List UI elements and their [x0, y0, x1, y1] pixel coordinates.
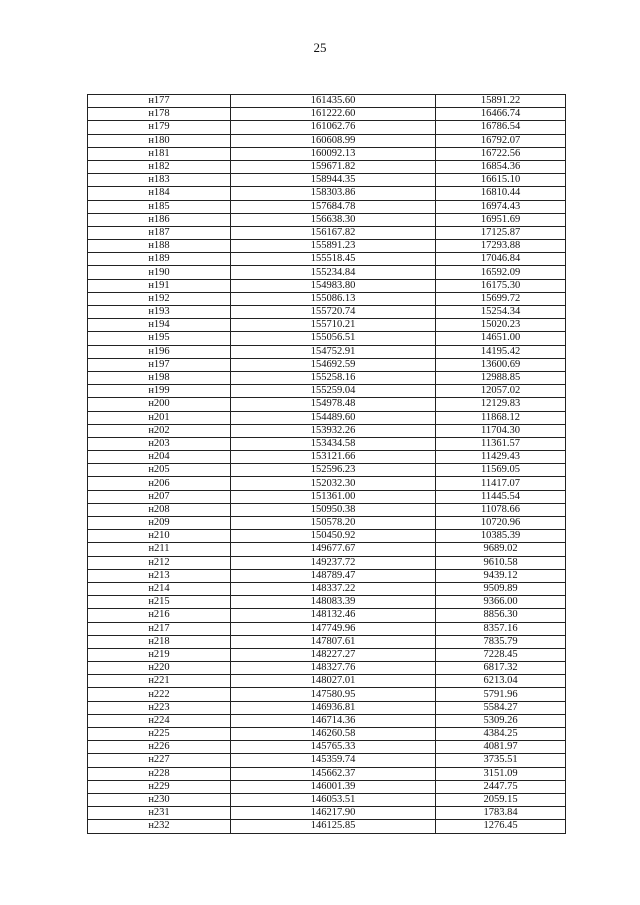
- table-row: [88, 688, 566, 701]
- x-coordinate-cell: 161062.76: [231, 121, 436, 134]
- y-coordinate-cell: 8856.30: [436, 609, 566, 622]
- y-coordinate-cell: 17125.87: [436, 226, 566, 239]
- x-coordinate-cell: 150950.38: [231, 503, 436, 516]
- point-id-cell: н215: [88, 596, 231, 609]
- y-coordinate-cell: 16722.56: [436, 147, 566, 160]
- table-row: [88, 569, 566, 582]
- table-row: [88, 385, 566, 398]
- x-coordinate-cell: 146001.39: [231, 780, 436, 793]
- point-id-cell: н192: [88, 292, 231, 305]
- y-coordinate-cell: 16786.54: [436, 121, 566, 134]
- point-id-cell: н196: [88, 345, 231, 358]
- x-coordinate-cell: 145359.74: [231, 754, 436, 767]
- table-row: [88, 582, 566, 595]
- point-id-cell: н229: [88, 780, 231, 793]
- y-coordinate-cell: 12057.02: [436, 385, 566, 398]
- x-coordinate-cell: 160092.13: [231, 147, 436, 160]
- point-id-cell: н222: [88, 688, 231, 701]
- x-coordinate-cell: 148327.76: [231, 662, 436, 675]
- x-coordinate-cell: 154752.91: [231, 345, 436, 358]
- point-id-cell: н219: [88, 648, 231, 661]
- x-coordinate-cell: 160608.99: [231, 134, 436, 147]
- point-id-cell: н213: [88, 569, 231, 582]
- y-coordinate-cell: 16615.10: [436, 174, 566, 187]
- table-row: [88, 714, 566, 727]
- table-row: [88, 517, 566, 530]
- y-coordinate-cell: 15254.34: [436, 306, 566, 319]
- y-coordinate-cell: 10720.96: [436, 517, 566, 530]
- y-coordinate-cell: 14651.00: [436, 332, 566, 345]
- x-coordinate-cell: 154692.59: [231, 358, 436, 371]
- table-row: [88, 108, 566, 121]
- y-coordinate-cell: 9439.12: [436, 569, 566, 582]
- table-row: [88, 134, 566, 147]
- point-id-cell: н216: [88, 609, 231, 622]
- point-id-cell: н188: [88, 240, 231, 253]
- point-id-cell: н218: [88, 635, 231, 648]
- x-coordinate-cell: 148227.27: [231, 648, 436, 661]
- table-row: [88, 266, 566, 279]
- point-id-cell: н186: [88, 213, 231, 226]
- x-coordinate-cell: 148027.01: [231, 675, 436, 688]
- x-coordinate-cell: 158944.35: [231, 174, 436, 187]
- y-coordinate-cell: 17046.84: [436, 253, 566, 266]
- table-row: [88, 780, 566, 793]
- x-coordinate-cell: 155891.23: [231, 240, 436, 253]
- y-coordinate-cell: 7835.79: [436, 635, 566, 648]
- point-id-cell: н203: [88, 437, 231, 450]
- point-id-cell: н180: [88, 134, 231, 147]
- table-row: [88, 741, 566, 754]
- table-row: [88, 596, 566, 609]
- x-coordinate-cell: 161435.60: [231, 95, 436, 108]
- x-coordinate-cell: 153932.26: [231, 424, 436, 437]
- x-coordinate-cell: 150578.20: [231, 517, 436, 530]
- point-id-cell: н197: [88, 358, 231, 371]
- table-row: [88, 147, 566, 160]
- point-id-cell: н200: [88, 398, 231, 411]
- x-coordinate-cell: 154489.60: [231, 411, 436, 424]
- x-coordinate-cell: 155720.74: [231, 306, 436, 319]
- point-id-cell: н189: [88, 253, 231, 266]
- point-id-cell: н183: [88, 174, 231, 187]
- y-coordinate-cell: 2059.15: [436, 793, 566, 806]
- x-coordinate-cell: 153434.58: [231, 437, 436, 450]
- table-row: [88, 371, 566, 384]
- y-coordinate-cell: 16792.07: [436, 134, 566, 147]
- table-row: [88, 543, 566, 556]
- y-coordinate-cell: 15699.72: [436, 292, 566, 305]
- y-coordinate-cell: 5791.96: [436, 688, 566, 701]
- table-row: [88, 411, 566, 424]
- x-coordinate-cell: 155259.04: [231, 385, 436, 398]
- x-coordinate-cell: 148337.22: [231, 582, 436, 595]
- table-row: [88, 622, 566, 635]
- y-coordinate-cell: 1783.84: [436, 807, 566, 820]
- x-coordinate-cell: 158303.86: [231, 187, 436, 200]
- table-row: [88, 530, 566, 543]
- coordinates-table-body: [88, 95, 566, 834]
- table-row: [88, 292, 566, 305]
- table-row: [88, 793, 566, 806]
- y-coordinate-cell: 16175.30: [436, 279, 566, 292]
- point-id-cell: н182: [88, 160, 231, 173]
- table-row: [88, 253, 566, 266]
- y-coordinate-cell: 7228.45: [436, 648, 566, 661]
- table-row: [88, 464, 566, 477]
- table-row: [88, 807, 566, 820]
- y-coordinate-cell: 9610.58: [436, 556, 566, 569]
- x-coordinate-cell: 146217.90: [231, 807, 436, 820]
- y-coordinate-cell: 11445.54: [436, 490, 566, 503]
- y-coordinate-cell: 8357.16: [436, 622, 566, 635]
- y-coordinate-cell: 2447.75: [436, 780, 566, 793]
- y-coordinate-cell: 6817.32: [436, 662, 566, 675]
- y-coordinate-cell: 12988.85: [436, 371, 566, 384]
- table-row: [88, 279, 566, 292]
- table-row: [88, 662, 566, 675]
- point-id-cell: н204: [88, 451, 231, 464]
- table-row: [88, 213, 566, 226]
- table-row: [88, 701, 566, 714]
- point-id-cell: н228: [88, 767, 231, 780]
- table-row: [88, 675, 566, 688]
- x-coordinate-cell: 146714.36: [231, 714, 436, 727]
- table-row: [88, 503, 566, 516]
- table-row: [88, 358, 566, 371]
- x-coordinate-cell: 156167.82: [231, 226, 436, 239]
- table-row: [88, 754, 566, 767]
- point-id-cell: н187: [88, 226, 231, 239]
- y-coordinate-cell: 16592.09: [436, 266, 566, 279]
- y-coordinate-cell: 13600.69: [436, 358, 566, 371]
- x-coordinate-cell: 152032.30: [231, 477, 436, 490]
- y-coordinate-cell: 15020.23: [436, 319, 566, 332]
- y-coordinate-cell: 14195.42: [436, 345, 566, 358]
- table-row: [88, 306, 566, 319]
- table-row: [88, 332, 566, 345]
- x-coordinate-cell: 152596.23: [231, 464, 436, 477]
- table-row: [88, 609, 566, 622]
- point-id-cell: н184: [88, 187, 231, 200]
- point-id-cell: н220: [88, 662, 231, 675]
- point-id-cell: н212: [88, 556, 231, 569]
- point-id-cell: н194: [88, 319, 231, 332]
- y-coordinate-cell: 16466.74: [436, 108, 566, 121]
- table-row: [88, 635, 566, 648]
- y-coordinate-cell: 9689.02: [436, 543, 566, 556]
- table-row: [88, 240, 566, 253]
- point-id-cell: н210: [88, 530, 231, 543]
- point-id-cell: н217: [88, 622, 231, 635]
- point-id-cell: н223: [88, 701, 231, 714]
- point-id-cell: н214: [88, 582, 231, 595]
- y-coordinate-cell: 16951.69: [436, 213, 566, 226]
- y-coordinate-cell: 3735.51: [436, 754, 566, 767]
- x-coordinate-cell: 155518.45: [231, 253, 436, 266]
- point-id-cell: н208: [88, 503, 231, 516]
- x-coordinate-cell: 145662.37: [231, 767, 436, 780]
- y-coordinate-cell: 16854.36: [436, 160, 566, 173]
- point-id-cell: н201: [88, 411, 231, 424]
- y-coordinate-cell: 4384.25: [436, 728, 566, 741]
- point-id-cell: н221: [88, 675, 231, 688]
- y-coordinate-cell: 4081.97: [436, 741, 566, 754]
- x-coordinate-cell: 146125.85: [231, 820, 436, 833]
- table-row: [88, 451, 566, 464]
- point-id-cell: н179: [88, 121, 231, 134]
- y-coordinate-cell: 15891.22: [436, 95, 566, 108]
- x-coordinate-cell: 149237.72: [231, 556, 436, 569]
- x-coordinate-cell: 147580.95: [231, 688, 436, 701]
- table-row: [88, 121, 566, 134]
- point-id-cell: н190: [88, 266, 231, 279]
- page-number: 25: [313, 40, 327, 55]
- table-row: [88, 424, 566, 437]
- y-coordinate-cell: 17293.88: [436, 240, 566, 253]
- point-id-cell: н199: [88, 385, 231, 398]
- x-coordinate-cell: 145765.33: [231, 741, 436, 754]
- table-row: [88, 556, 566, 569]
- y-coordinate-cell: 11868.12: [436, 411, 566, 424]
- y-coordinate-cell: 11704.30: [436, 424, 566, 437]
- table-row: [88, 477, 566, 490]
- table-row: [88, 648, 566, 661]
- x-coordinate-cell: 151361.00: [231, 490, 436, 503]
- y-coordinate-cell: 5309.26: [436, 714, 566, 727]
- point-id-cell: н195: [88, 332, 231, 345]
- point-id-cell: н177: [88, 95, 231, 108]
- x-coordinate-cell: 154978.48: [231, 398, 436, 411]
- table-row: [88, 490, 566, 503]
- point-id-cell: н185: [88, 200, 231, 213]
- coordinates-table: [87, 94, 566, 834]
- x-coordinate-cell: 146260.58: [231, 728, 436, 741]
- table-row: [88, 95, 566, 108]
- x-coordinate-cell: 155086.13: [231, 292, 436, 305]
- point-id-cell: н232: [88, 820, 231, 833]
- y-coordinate-cell: 3151.09: [436, 767, 566, 780]
- table-row: [88, 728, 566, 741]
- x-coordinate-cell: 153121.66: [231, 451, 436, 464]
- x-coordinate-cell: 146053.51: [231, 793, 436, 806]
- y-coordinate-cell: 11078.66: [436, 503, 566, 516]
- table-row: [88, 820, 566, 833]
- y-coordinate-cell: 11361.57: [436, 437, 566, 450]
- y-coordinate-cell: 16974.43: [436, 200, 566, 213]
- y-coordinate-cell: 1276.45: [436, 820, 566, 833]
- y-coordinate-cell: 9509.89: [436, 582, 566, 595]
- y-coordinate-cell: 16810.44: [436, 187, 566, 200]
- point-id-cell: н181: [88, 147, 231, 160]
- table-row: [88, 200, 566, 213]
- y-coordinate-cell: 9366.00: [436, 596, 566, 609]
- point-id-cell: н211: [88, 543, 231, 556]
- y-coordinate-cell: 12129.83: [436, 398, 566, 411]
- x-coordinate-cell: 149677.67: [231, 543, 436, 556]
- x-coordinate-cell: 148789.47: [231, 569, 436, 582]
- table-row: [88, 174, 566, 187]
- x-coordinate-cell: 155258.16: [231, 371, 436, 384]
- point-id-cell: н224: [88, 714, 231, 727]
- point-id-cell: н227: [88, 754, 231, 767]
- x-coordinate-cell: 154983.80: [231, 279, 436, 292]
- point-id-cell: н206: [88, 477, 231, 490]
- point-id-cell: н230: [88, 793, 231, 806]
- point-id-cell: н191: [88, 279, 231, 292]
- table-row: [88, 319, 566, 332]
- x-coordinate-cell: 161222.60: [231, 108, 436, 121]
- table-row: [88, 398, 566, 411]
- y-coordinate-cell: 11417.07: [436, 477, 566, 490]
- point-id-cell: н209: [88, 517, 231, 530]
- x-coordinate-cell: 156638.30: [231, 213, 436, 226]
- y-coordinate-cell: 6213.04: [436, 675, 566, 688]
- x-coordinate-cell: 146936.81: [231, 701, 436, 714]
- x-coordinate-cell: 159671.82: [231, 160, 436, 173]
- x-coordinate-cell: 147749.96: [231, 622, 436, 635]
- point-id-cell: н198: [88, 371, 231, 384]
- table-row: [88, 187, 566, 200]
- y-coordinate-cell: 11569.05: [436, 464, 566, 477]
- x-coordinate-cell: 147807.61: [231, 635, 436, 648]
- point-id-cell: н226: [88, 741, 231, 754]
- y-coordinate-cell: 5584.27: [436, 701, 566, 714]
- point-id-cell: н193: [88, 306, 231, 319]
- point-id-cell: н205: [88, 464, 231, 477]
- x-coordinate-cell: 148132.46: [231, 609, 436, 622]
- y-coordinate-cell: 11429.43: [436, 451, 566, 464]
- point-id-cell: н225: [88, 728, 231, 741]
- x-coordinate-cell: 155710.21: [231, 319, 436, 332]
- table-row: [88, 160, 566, 173]
- x-coordinate-cell: 155056.51: [231, 332, 436, 345]
- x-coordinate-cell: 155234.84: [231, 266, 436, 279]
- table-row: [88, 345, 566, 358]
- x-coordinate-cell: 157684.78: [231, 200, 436, 213]
- table-row: [88, 767, 566, 780]
- point-id-cell: н231: [88, 807, 231, 820]
- table-row: [88, 226, 566, 239]
- point-id-cell: н207: [88, 490, 231, 503]
- x-coordinate-cell: 150450.92: [231, 530, 436, 543]
- table-row: [88, 437, 566, 450]
- y-coordinate-cell: 10385.39: [436, 530, 566, 543]
- point-id-cell: н178: [88, 108, 231, 121]
- point-id-cell: н202: [88, 424, 231, 437]
- x-coordinate-cell: 148083.39: [231, 596, 436, 609]
